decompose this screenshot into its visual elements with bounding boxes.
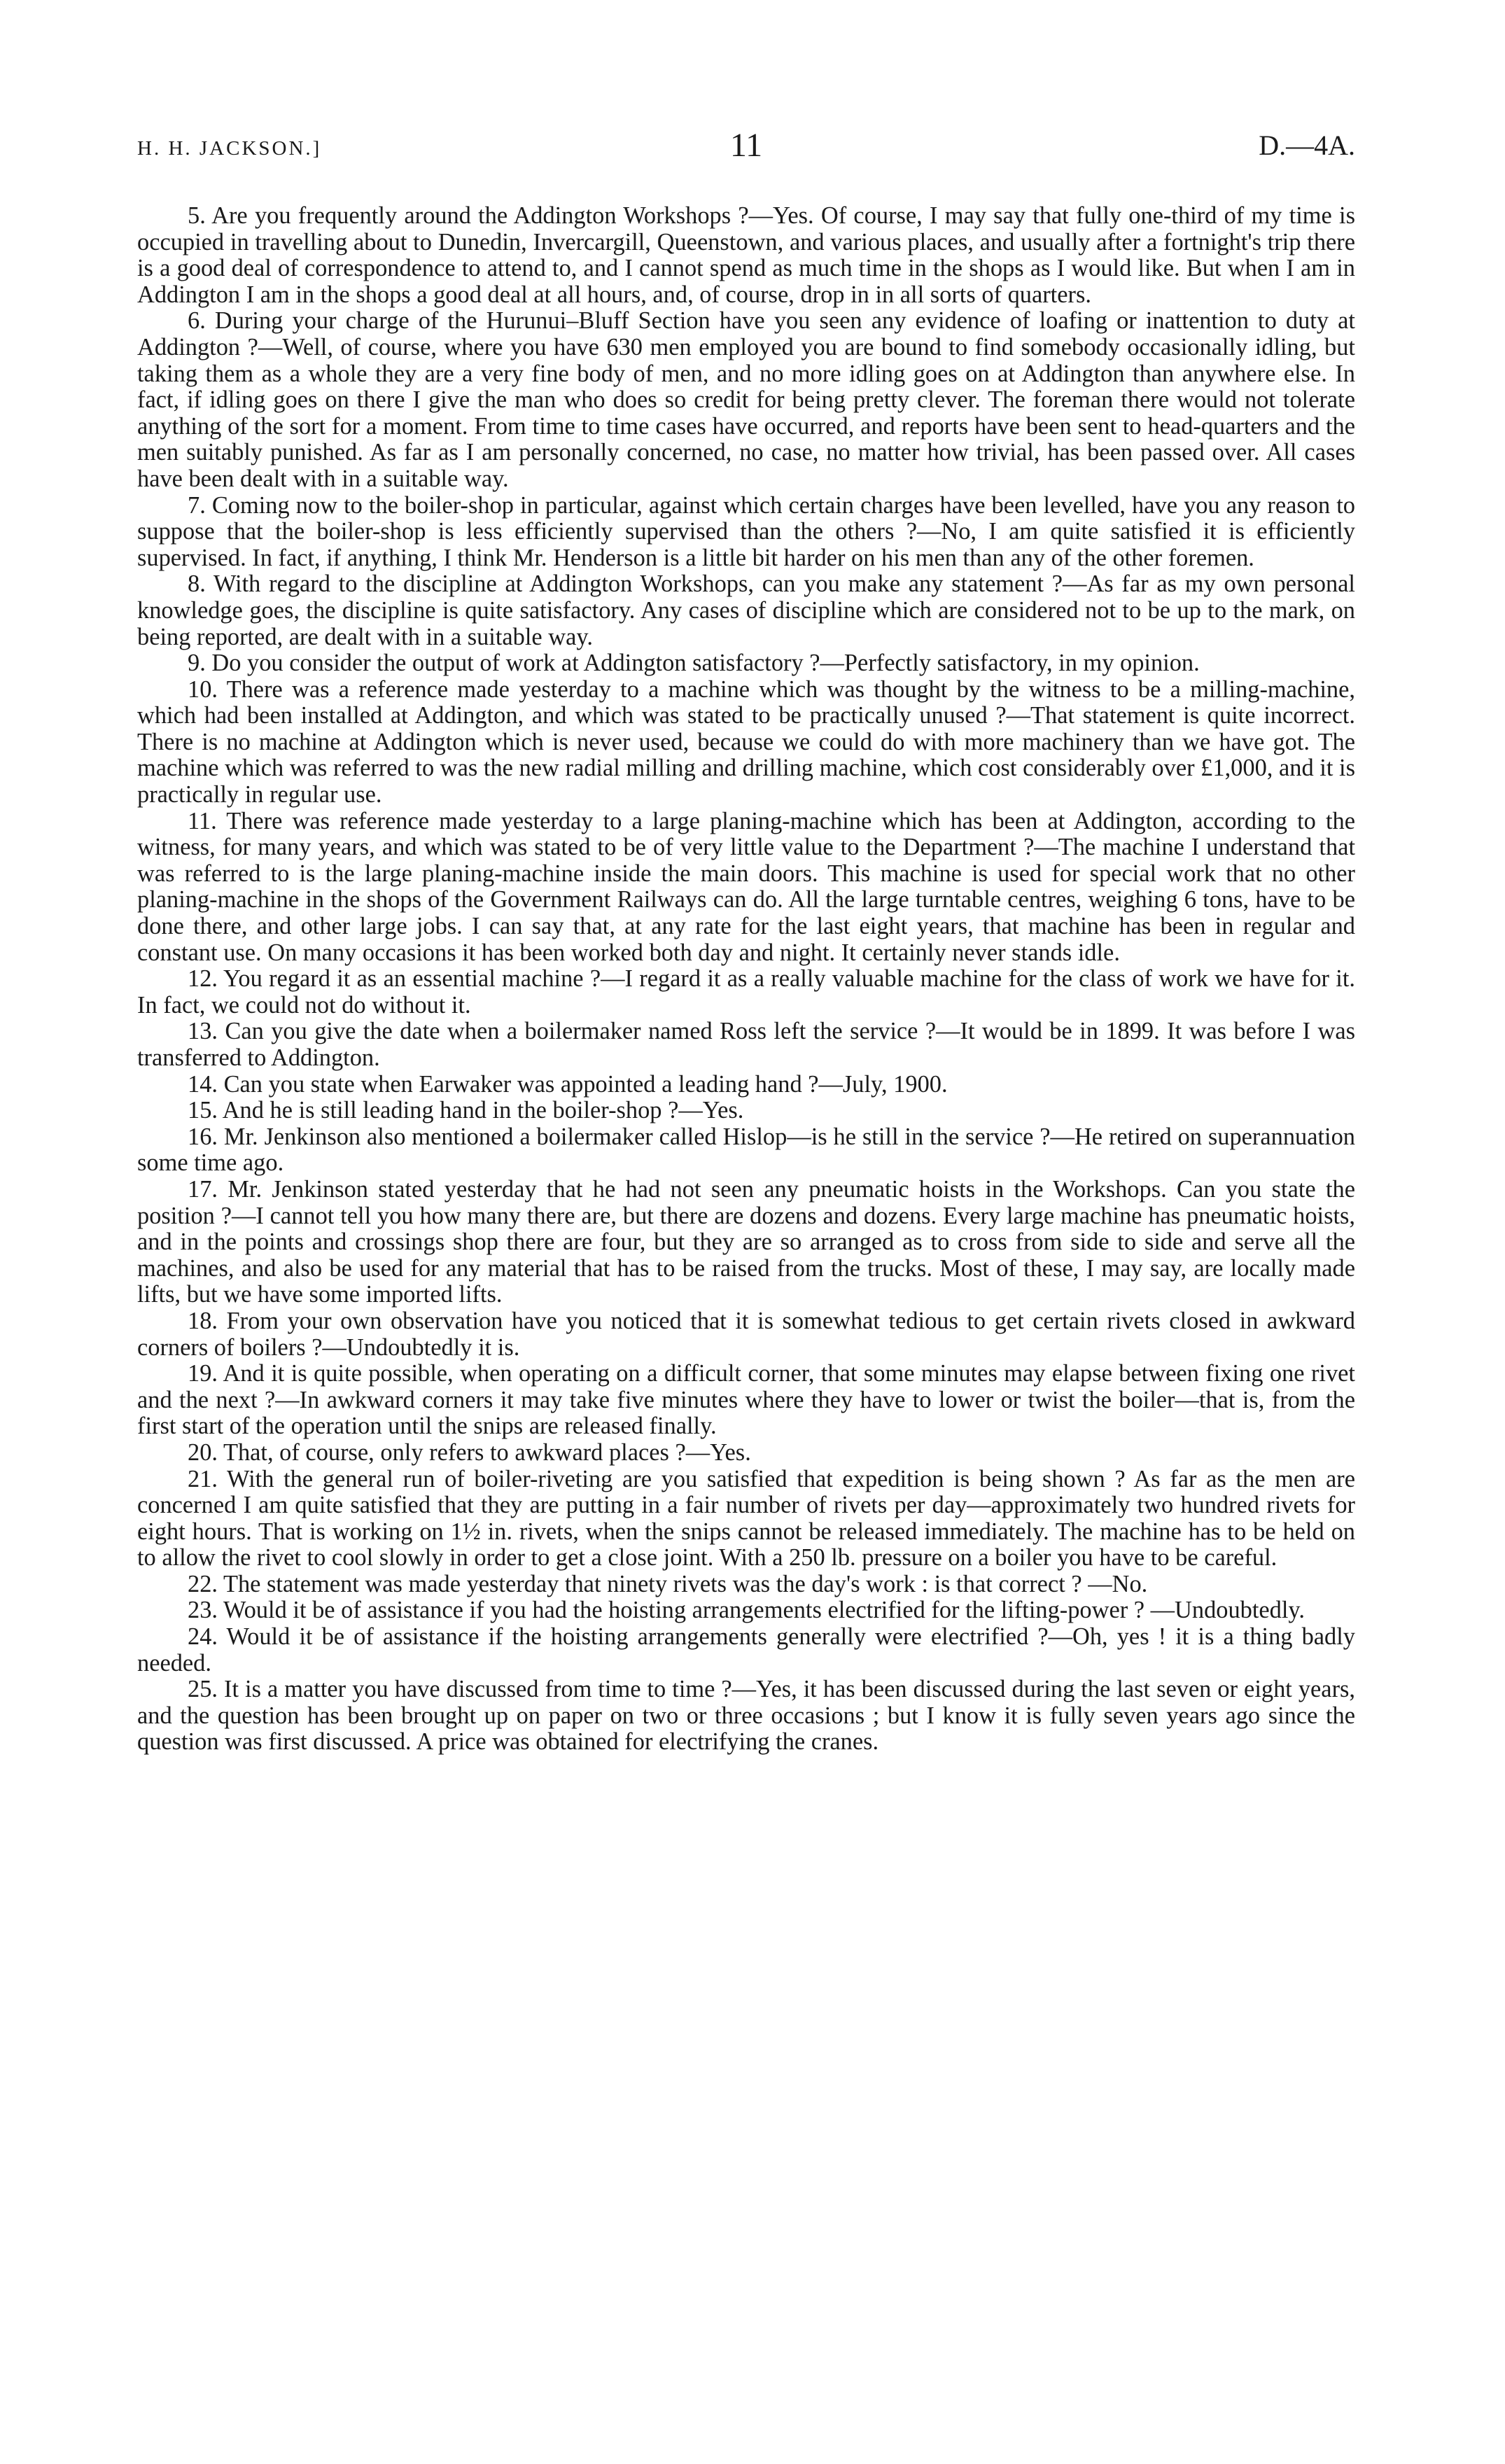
running-head	[137, 126, 1355, 175]
document-reference: D.—4A.	[1259, 130, 1355, 161]
question-paragraph-24: 24. Would it be of assistance if the hoisting arrangements generally were electrified ?—Oh, yes ! it is a thing badly needed.	[137, 1623, 1355, 1676]
question-paragraph-11: 11. There was reference made yesterday to a large planing-machine which has been at Addington, according to the witness, for many years, and which was stated to be of very little value to the Department ?—The machine I understand that was referred to is the large planing-machine inside the main doors. This machine is used for special work that no other planing-machine in the shops of the Government Railways can do. All the large turntable centres, weighing 6 tons, have to be done there, and other large jobs. I can say that, at any rate for the last eight years, that machine has been in regular and constant use. On many occasions it has been worked both day and night. It certainly never stands idle.	[137, 807, 1355, 966]
question-paragraph-8: 8. With regard to the discipline at Addington Workshops, can you make any statement ?—As far as my own personal knowledge goes, the discipline is quite satisfactory. Any cases of discipline which are considered not to be up to the mark, on being reported, are dealt with in a suitable way.	[137, 570, 1355, 650]
question-paragraph-21: 21. With the general run of boiler-riveting are you satisfied that expedition is being shown ? As far as the men are concerned I am quite satisfied that they are putting in a fair number of rivets per day—approximately two hundred rivets for eight hours. That is working on 1½ in. rivets, when the snips cannot be released immediately. The machine has to be held on to allow the rivet to cool slowly in order to get a close joint. With a 250 lb. pressure on a boiler you have to be careful.	[137, 1465, 1355, 1572]
question-paragraph-19: 19. And it is quite possible, when operating on a difficult corner, that some minutes may elapse between fixing one rivet and the next ?—In awkward corners it may take five minutes where they have to lower or twist the boiler—that is, from the first start of the operation until the snips are released finally.	[137, 1360, 1355, 1440]
question-paragraph-14: 14. Can you state when Earwaker was appointed a leading hand ?—July, 1900.	[188, 1070, 948, 1098]
page-number: 11	[729, 127, 763, 164]
question-paragraph-15: 15. And he is still leading hand in the boiler-shop ?—Yes.	[188, 1097, 744, 1124]
question-paragraph-23: 23. Would it be of assistance if you had the hoisting arrangements electrified for the lifting-power ? —Undoubtedly.	[188, 1597, 1305, 1624]
question-paragraph-17: 17. Mr. Jenkinson stated yesterday that he had not seen any pneumatic hoists in the Workshops. Can you state the position ?—I cannot tell you how many there are, but there are dozens and dozens. Every large machine has pneumatic hoists, and in the points and crossings shop there are four, but they are so arranged as to cross from side to side and serve all the machines, and also be used for any material that has to be raised from the trucks. Most of these, I may say, are locally made lifts, but we have some imported lifts.	[137, 1175, 1355, 1308]
question-paragraph-20: 20. That, of course, only refers to awkward places ?—Yes.	[188, 1438, 751, 1466]
question-paragraph-22: 22. The statement was made yesterday that ninety rivets was the day's work : is that correct ? —No.	[188, 1570, 1148, 1597]
question-paragraph-7: 7. Coming now to the boiler-shop in particular, against which certain charges have been levelled, have you any reason to suppose that the boiler-shop is less efficiently supervised than the others ?—No, I am quite satisfied it is efficiently supervised. In fact, if anything, I think Mr. Henderson is a little bit harder on his men than any of the other foremen.	[137, 491, 1355, 571]
question-paragraph-9: 9. Do you consider the output of work at Addington satisfactory ?—Perfectly satisfactory, in my opinion.	[188, 650, 1200, 677]
question-paragraph-13: 13. Can you give the date when a boilermaker named Ross left the service ?—It would be in 1899. It was before I was transferred to Addington.	[137, 1018, 1355, 1071]
witness-name: H. H. JACKSON.]	[137, 137, 322, 160]
question-paragraph-10: 10. There was a reference made yesterday to a machine which was thought by the witness to be a milling-machine, which had been installed at Addington, and which was stated to be practically unused ?—That statement is quite incorrect. There is no machine at Addington which is never used, because we could do with more machinery than we have got. The machine which was referred to was the new radial milling and drilling machine, which cost considerably over £1,000, and it is practically in regular use.	[137, 676, 1355, 808]
question-paragraph-6: 6. During your charge of the Hurunui–Bluff Section have you seen any evidence of loafing or inattention to duty at Addington ?—Well, of course, where you have 630 men employed you are bound to find somebody occasionally idling, but taking them as a whole they are a very fine body of men, and no more idling goes on at Addington than anywhere else. In fact, if idling goes on there I give the man who does so credit for being pretty clever. The foreman there would not tolerate anything of the sort for a moment. From time to time cases have occurred, and reports have been sent to head-quarters and the men suitably punished. As far as I am personally concerned, no case, no matter how trivial, has been passed over. All cases have been dealt with in a suitable way.	[137, 307, 1355, 492]
question-paragraph-5: 5. Are you frequently around the Addington Workshops ?—Yes. Of course, I may say that fully one-third of my time is occupied in travelling about to Dunedin, Invercargill, Queenstown, and various places, and usually after a fortnight's trip there is a good deal of correspondence to attend to, and I cannot spend as much time in the shops as I would like. But when I am in Addington I am in the shops a good deal at all hours, and, of course, drop in in all sorts of quarters.	[137, 202, 1355, 308]
testimony-body	[137, 203, 1355, 1756]
question-paragraph-18: 18. From your own observation have you noticed that it is somewhat tedious to get certain rivets closed in awkward corners of boilers ?—Undoubtedly it is.	[137, 1307, 1355, 1361]
question-paragraph-16: 16. Mr. Jenkinson also mentioned a boilermaker called Hislop—is he still in the service ?—He retired on superannuation some time ago.	[137, 1123, 1355, 1177]
question-paragraph-25: 25. It is a matter you have discussed from time to time ?—Yes, it has been discussed during the last seven or eight years, and the question has been brought up on paper on two or three occasions ; but I know it is fully seven years ago since the question was first discussed. A price was obtained for electrifying the cranes.	[137, 1676, 1355, 1756]
document-page	[137, 126, 1355, 1756]
question-paragraph-12: 12. You regard it as an essential machine ?—I regard it as a really valuable machine for the class of work we have for it. In fact, we could not do without it.	[137, 965, 1355, 1018]
